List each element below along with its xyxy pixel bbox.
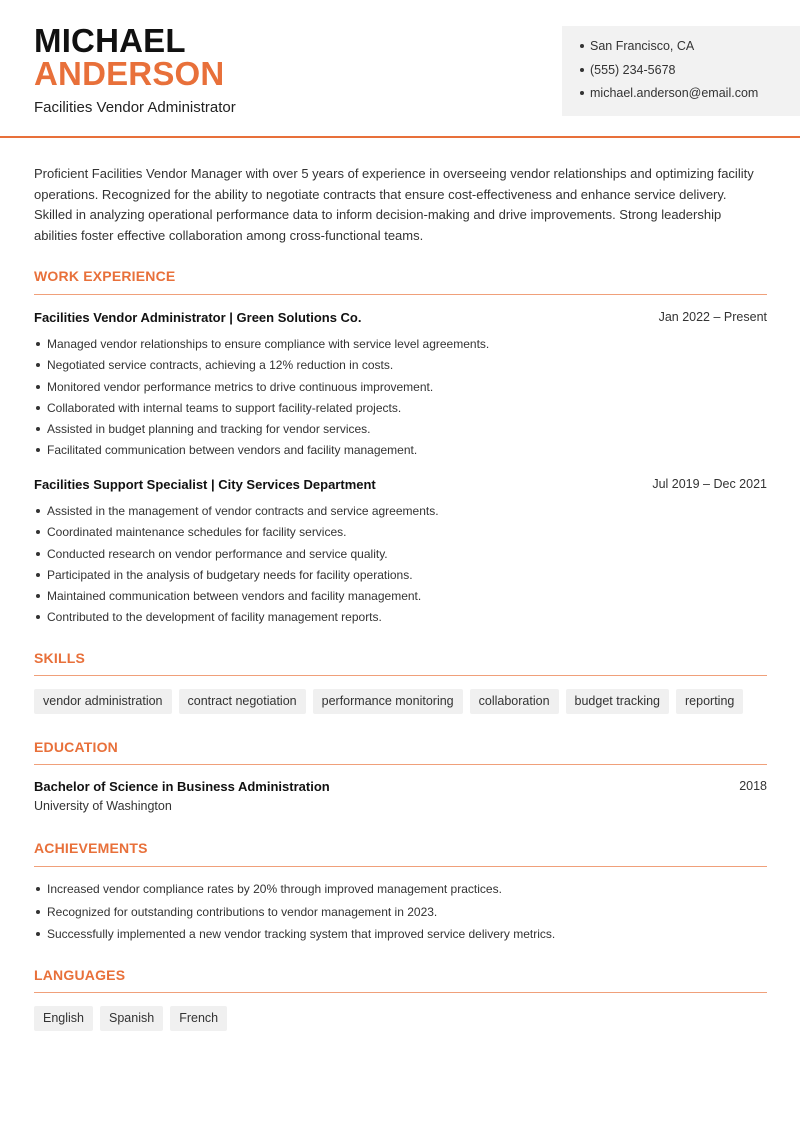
list-item: Coordinated maintenance schedules for facility services. [34,523,767,544]
divider [34,764,767,765]
education-year: 2018 [739,779,767,793]
job-dates: Jul 2019 – Dec 2021 [652,477,767,491]
language-tag: Spanish [100,1006,163,1031]
skill-tag: reporting [676,689,743,714]
list-item: Recognized for outstanding contributions to vendor management in 2023. [34,903,774,926]
education-school: University of Washington [34,799,172,813]
language-tag: French [170,1006,227,1031]
list-item: Monitored vendor performance metrics to drive continuous improvement. [34,378,767,399]
achievements-list [34,880,774,948]
divider [34,992,767,993]
job-header [34,477,767,497]
last-name: ANDERSON [34,55,225,92]
section-title-languages: LANGUAGES [34,967,126,983]
first-name: MICHAEL [34,22,186,59]
job-role: Facilities Vendor Administrator | Green Solutions Co. [34,310,362,325]
list-item: Increased vendor compliance rates by 20% through improved management practices. [34,880,774,903]
list-item: Assisted in the management of vendor contracts and service agreements. [34,502,767,523]
contact-box [562,26,800,116]
skill-tag: contract negotiation [179,689,306,714]
job-dates: Jan 2022 – Present [658,310,767,324]
job-header [34,310,767,330]
language-tags [34,1006,227,1031]
section-title-achievements: ACHIEVEMENTS [34,840,148,856]
contact-location: San Francisco, CA [580,36,800,60]
skill-tag: vendor administration [34,689,172,714]
list-item: Successfully implemented a new vendor tracking system that improved service delivery metrics. [34,925,774,948]
skills-tags [34,689,743,714]
education-degree: Bachelor of Science in Business Administration [34,779,330,794]
skill-tag: performance monitoring [313,689,463,714]
section-title-work: WORK EXPERIENCE [34,268,176,284]
list-item: Contributed to the development of facility management reports. [34,608,767,629]
job-role: Facilities Support Specialist | City Services Department [34,477,376,492]
list-item: Collaborated with internal teams to support facility-related projects. [34,399,767,420]
job-title: Facilities Vendor Administrator [34,99,236,116]
list-item: Conducted research on vendor performance and service quality. [34,545,767,566]
resume-header [0,0,800,138]
contact-phone: (555) 234-5678 [580,60,800,84]
divider [34,675,767,676]
summary: Proficient Facilities Vendor Manager with over 5 years of experience in overseeing vendor relationships and optimizing facility operations. Recognized for the ability to negotiate contracts that ensure cost-effectiveness and enhance service delivery. Skilled in analyzing operational performance data to inform decision-making and drive improvements. Strong leadership abilities foster effective collaboration among cross-functional teams. [34,166,754,243]
list-item: Managed vendor relationships to ensure compliance with service level agreements. [34,335,767,356]
list-item: Participated in the analysis of budgetary needs for facility operations. [34,566,767,587]
divider [34,866,767,867]
list-item: Negotiated service contracts, achieving a 12% reduction in costs. [34,356,767,377]
list-item: Assisted in budget planning and tracking for vendor services. [34,420,767,441]
section-title-skills: SKILLS [34,650,85,666]
job-bullets [34,335,767,463]
divider [34,294,767,295]
language-tag: English [34,1006,93,1031]
skill-tag: budget tracking [566,689,669,714]
section-title-education: EDUCATION [34,739,118,755]
list-item: Facilitated communication between vendors and facility management. [34,441,767,462]
skill-tag: collaboration [470,689,559,714]
job-bullets [34,502,767,630]
list-item: Maintained communication between vendors and facility management. [34,587,767,608]
contact-email: michael.anderson@email.com [580,83,800,107]
